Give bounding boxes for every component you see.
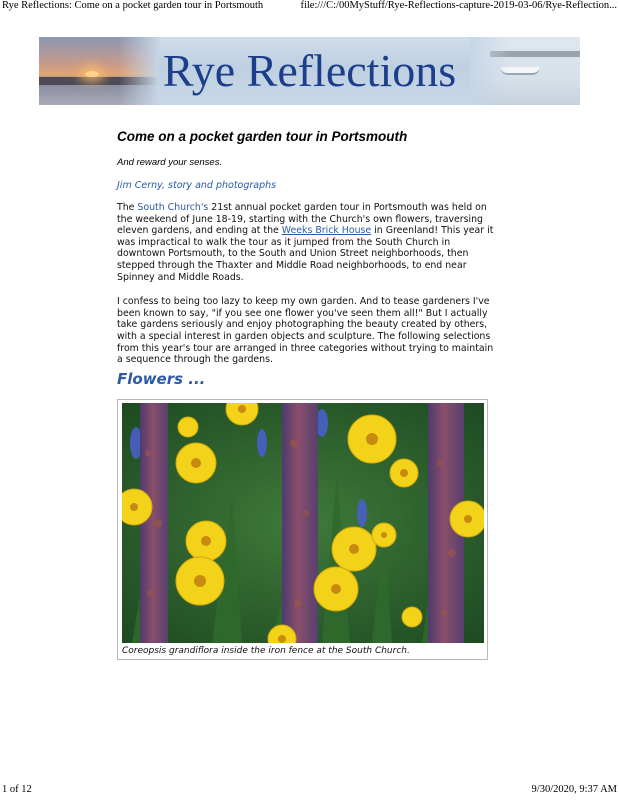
photo-caption: Coreopsis grandiflora inside the iron fence at the South Church. [122, 646, 410, 656]
print-file-path: file:///C:/00MyStuff/Rye-Reflections-capture-2019-03-06/Rye-Reflection... [300, 0, 617, 11]
article-dek: And reward your senses. [117, 157, 223, 168]
print-page-title: Rye Reflections: Come on a pocket garden tour in Portsmouth [2, 0, 264, 11]
weeks-brick-house-link[interactable]: Weeks Brick House [281, 225, 372, 237]
print-page-number: 1 of 12 [2, 784, 32, 795]
article-paragraph: I confess to being too lazy to keep my own garden. And to tease gardeners I've been known to say, "if you see one flower you've seen them all!" But I actually take gardens seriously and enjoy photographing the beauty created by others, with a special interest in garden objects and sculpture. The following selections from this year's tour are arranged in three categories without trying to maintain a sequence through the gardens. [117, 296, 494, 366]
print-header [0, 0, 619, 14]
site-title: Rye Reflections [162, 45, 457, 96]
article [117, 128, 499, 366]
site-banner[interactable] [39, 37, 580, 105]
print-footer [0, 784, 619, 798]
coreopsis-photo[interactable] [122, 403, 484, 643]
section-heading-flowers: Flowers ... [117, 370, 206, 388]
south-church-link[interactable]: South Church's [137, 202, 209, 213]
article-headline: Come on a pocket garden tour in Portsmouth [117, 129, 408, 144]
photo-figure [117, 399, 488, 660]
article-byline: Jim Cerny, story and photographs [117, 180, 277, 191]
article-paragraph: The South Church's 21st annual pocket garden tour in Portsmouth was held on the weekend of June 18-19, starting with the Church's own flowers, traversing eleven gardens, and ending at the Weeks Brick House in Greenland! This year it was impractical to walk the tour as it jumped from the South Church in downtown Portsmouth, to the South and Union Street neighborhoods, then stepped through the Thaxter and Middle Road neighborhoods, to end near Spinney and Middle Roads. [117, 202, 494, 283]
print-timestamp: 9/30/2020, 9:37 AM [531, 784, 617, 795]
